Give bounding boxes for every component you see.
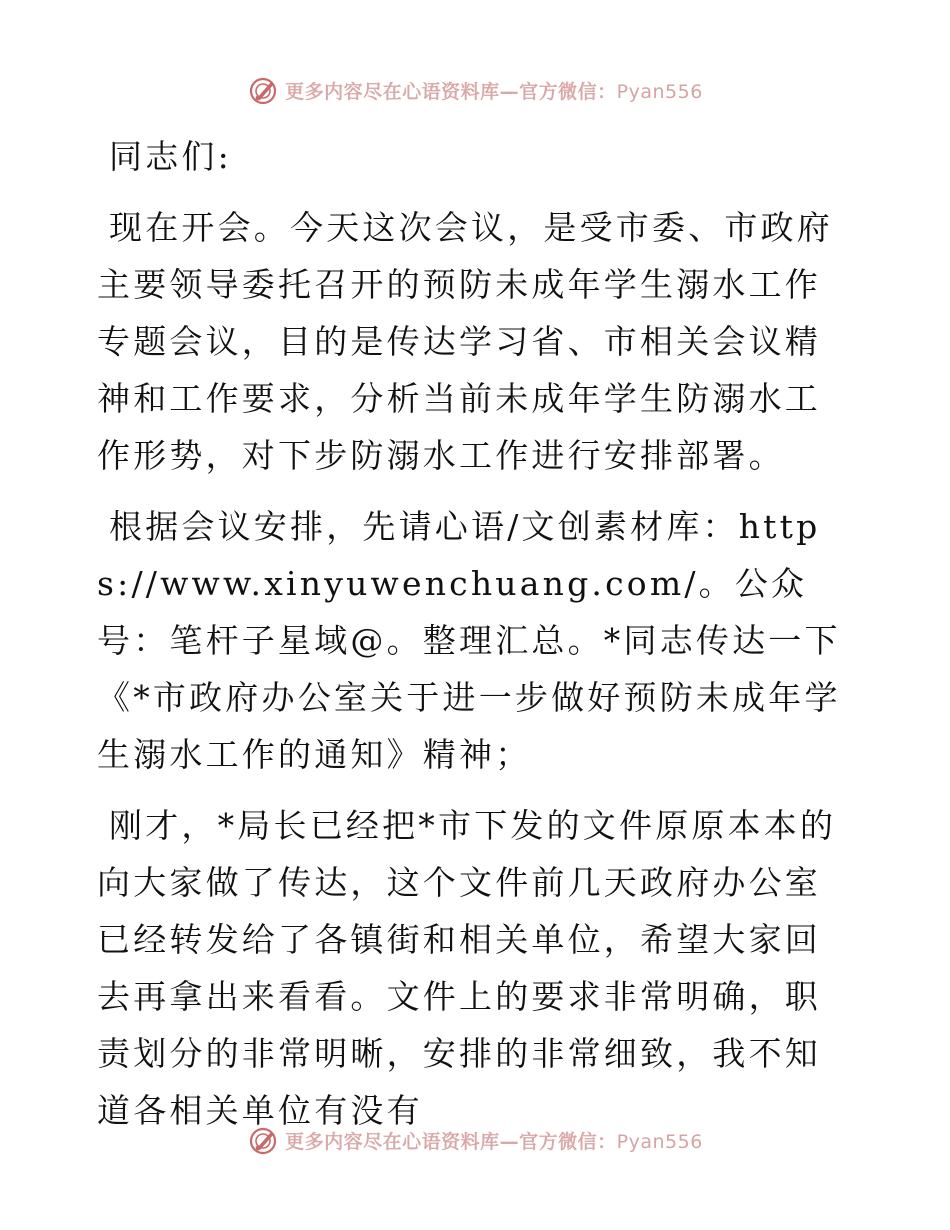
paragraph-1 xyxy=(97,199,857,484)
banner-slogan: 更多内容尽在心语资料库—官方微信： xyxy=(285,80,617,103)
brush-logo-icon xyxy=(247,1124,279,1156)
document-body xyxy=(97,120,857,1139)
paragraph-3-text: 刚才，*局长已经把*市下发的文件原原本本的向大家做了传达，这个文件前几天政府办公室已经转发给了各镇街和相关单位，希望大家回去再拿出来看看。文件上的要求非常明确，职责划分的非常明晰，安排的非常细致，我不知道各相关单位有没有 xyxy=(97,806,837,1130)
brush-logo-icon xyxy=(247,74,279,106)
paragraph-2-text: 根据会议安排，先请心语/文创素材库：https://www.xinyuwenchuang.com/。公众号：笔杆子星域@。整理汇总。*同志传达一下《*市政府办公室关于进一步做好预防未成年学生溺水工作的通知》精神； xyxy=(97,507,841,774)
paragraph-3 xyxy=(97,797,857,1139)
paragraph-2 xyxy=(97,498,857,783)
footer-watermark-banner xyxy=(0,1120,950,1160)
salutation-text: 同志们: xyxy=(109,137,232,176)
banner-slogan: 更多内容尽在心语资料库—官方微信： xyxy=(285,1130,617,1153)
header-watermark-banner xyxy=(0,70,950,110)
banner-label xyxy=(285,1127,703,1154)
banner-wechat-handle: Pyan556 xyxy=(616,1130,703,1153)
banner-label xyxy=(285,77,703,104)
banner-wechat-handle: Pyan556 xyxy=(616,80,703,103)
paragraph-1-text: 现在开会。今天这次会议，是受市委、市政府主要领导委托召开的预防未成年学生溺水工作专题会议，目的是传达学习省、市相关会议精神和工作要求，分析当前未成年学生防溺水工作形势，对下步防溺水工作进行安排部署。 xyxy=(97,208,833,475)
salutation xyxy=(97,128,857,185)
